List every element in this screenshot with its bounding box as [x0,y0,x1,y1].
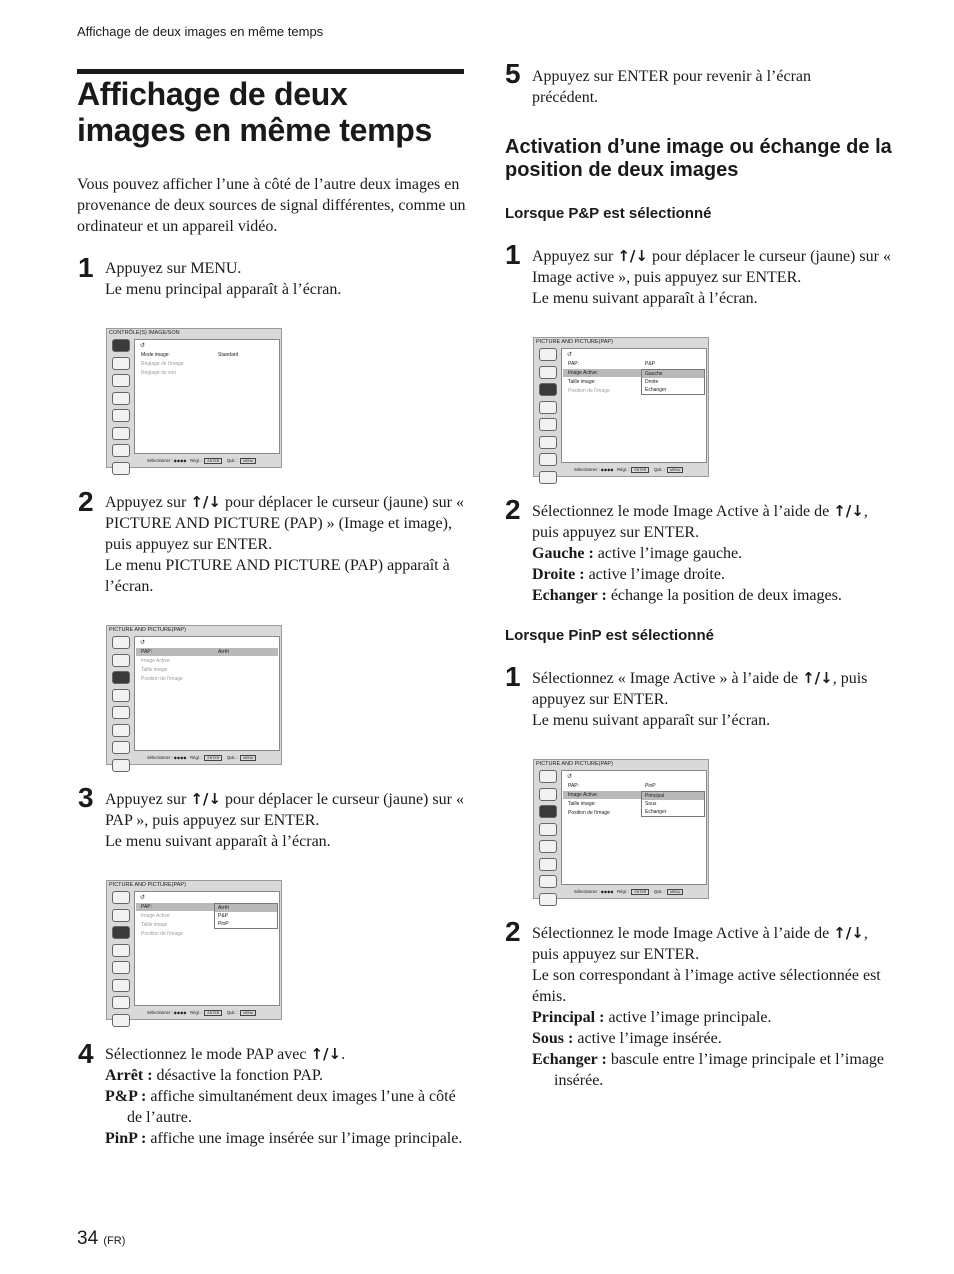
menu-row: Position de l'image [568,388,610,394]
screen-icon [112,654,130,667]
menu-row: Réglage du son [141,370,177,376]
return-icon: ↺ [140,640,146,646]
step-3-text: Appuyez sur ↑/↓ pour déplacer le curseur (jaune) sur « PAP », puis appuyez sur ENTER. Le menu suivant apparaît à l’écran. [105,790,464,850]
menu-title: PICTURE AND PICTURE(PAP) [536,339,613,345]
step-number: 5 [505,58,521,89]
options-icon [539,858,557,871]
setup-icon [539,840,557,853]
menu-icon-column [537,348,559,488]
menu-row: Taille image [141,922,168,928]
menu-screenshot-pinp-active [533,759,709,899]
up-down-arrow-icon: ↑/↓ [310,1045,342,1063]
step-1-line2: Le menu principal apparaît à l’écran. [105,281,342,298]
setup-icon [112,706,130,719]
options-icon [539,436,557,449]
up-down-arrow-icon: ↑/↓ [802,669,833,687]
setup-icon [112,409,130,422]
clock-icon [539,875,557,888]
settings-icon [539,401,557,414]
menu-title: PICTURE AND PICTURE(PAP) [109,627,186,633]
screen-icon [539,788,557,801]
menu-row: Taille image [141,667,168,673]
step-number: 3 [78,782,94,813]
picture-icon [112,339,130,352]
screen-icon [112,357,130,370]
step-number: 2 [78,486,94,517]
dropdown-option: Principal [642,792,704,800]
menu-icon-column [110,339,132,479]
return-icon: ↺ [140,343,146,349]
menu-screenshot-pap [106,625,282,765]
intro-paragraph: Vous pouvez afficher l’une à côté de l’autre deux images en provenance de deux sources de signal différentes, comme un ordinateur et un appareil vidéo. [77,176,466,235]
menu-panel [134,339,280,454]
menu-row: Position de l'image [568,810,610,816]
menu-title: CONTRÔLE(S) IMAGE/SON [109,330,180,336]
pap-icon [112,374,130,387]
menu-row: PAP: P&P [568,361,656,367]
menu-row: Mode image: Standard [141,352,239,358]
page-title [77,76,467,148]
clock-icon [112,996,130,1009]
step-number: 1 [505,661,521,692]
pp-step-2-text: Sélectionnez le mode Image Active à l’aide de ↑/↓, puis appuyez sur ENTER. Gauche : active l’image gauche. Droite : active l’image droite. Echanger : échange la position de deux images. [532,502,868,604]
menu-row: Position de l'image [141,931,183,937]
menu-row: Image Active [141,913,170,919]
step-2-text: Appuyez sur ↑/↓ pour déplacer le curseur (jaune) sur « PICTURE AND PICTURE (PAP) » (Image et image), puis appuyez sur ENTER. Le menu PICTURE AND PICTURE (PAP) apparaît à l’écran. [105,493,464,595]
screen-icon [112,909,130,922]
menu-icon-column [110,891,132,1031]
dropdown-option: Echanger [645,809,667,815]
menu-row: Image Active [141,658,170,664]
subheading-pinp: Lorsque PinP est sélectionné [505,627,714,644]
menu-title: PICTURE AND PICTURE(PAP) [109,882,186,888]
return-icon: ↺ [567,774,573,780]
menu-screenshot-pap-options [106,880,282,1020]
menu-row: PAP: Arrêt [136,648,278,656]
menu-panel [134,636,280,751]
running-head: Affichage de deux images en même temps [77,24,324,39]
step-number: 1 [78,252,94,283]
menu-row: Position de l'image [141,676,183,682]
language-icon [112,462,130,475]
dropdown-list [641,369,705,395]
menu-icon-column [110,636,132,776]
picture-icon [539,348,557,361]
step-number: 2 [505,494,521,525]
step-number: 1 [505,239,521,270]
pap-icon [112,671,130,684]
menu-row: Taille image: [568,801,596,807]
dropdown-option: Gauche [642,370,704,378]
clock-icon [112,741,130,754]
menu-screenshot-pp-active [533,337,709,477]
up-down-arrow-icon: ↑/↓ [833,502,864,520]
subheading-pp: Lorsque P&P est sélectionné [505,205,712,222]
menu-footer: Sélectionner : ◆◆◆◆ Régl. : ENTER Quit. : MENU [147,1010,257,1016]
menu-panel [134,891,280,1006]
menu-row: Image Active: [563,791,705,799]
menu-row: Réglage de l'image [141,361,184,367]
return-icon: ↺ [567,352,573,358]
menu-row: PAP: [136,903,278,911]
settings-icon [539,823,557,836]
step-number: 2 [505,916,521,947]
options-icon [112,724,130,737]
step-number: 4 [78,1038,94,1069]
title-line-1: Affichage de deux [77,76,348,112]
setup-icon [539,418,557,431]
language-icon [112,1014,130,1027]
menu-row: Image Active: [563,369,705,377]
dropdown-list [641,791,705,817]
step-1-text [105,258,465,300]
dropdown-option: PinP [218,921,229,927]
language-icon [112,759,130,772]
step-4-text: Sélectionnez le mode PAP avec ↑/↓. Arrêt : désactive la fonction PAP. P&P : affiche simultanément deux images l’une à côté de l’autre. PinP : affiche une image insérée sur l’image principale. [105,1045,463,1147]
pap-icon [539,805,557,818]
dropdown-option: Droite [645,379,659,385]
options-icon [112,427,130,440]
menu-title: PICTURE AND PICTURE(PAP) [536,761,613,767]
setup-icon [112,961,130,974]
language-icon [539,471,557,484]
pinp-step-1-text: Sélectionnez « Image Active » à l’aide de ↑/↓, puis appuyez sur ENTER. Le menu suivant apparaît sur l’écran. [532,669,868,729]
up-down-arrow-icon: ↑/↓ [190,493,221,511]
picture-icon [539,770,557,783]
title-rule [77,69,464,74]
dropdown-option: Sous [645,801,657,807]
up-down-arrow-icon: ↑/↓ [617,247,648,265]
menu-footer: Sélectionner : ◆◆◆◆ Régl. : ENTER Quit. : MENU [574,467,684,473]
menu-footer: Sélectionner : ◆◆◆◆ Régl. : ENTER Quit. : MENU [574,889,684,895]
dropdown-option: Arrêt [215,904,277,912]
step-5-text: Appuyez sur ENTER pour revenir à l’écran précédent. [532,68,811,106]
clock-icon [112,444,130,457]
picture-icon [112,636,130,649]
return-icon: ↺ [140,895,146,901]
menu-icon-column [537,770,559,910]
pp-step-1-text: Appuyez sur ↑/↓ pour déplacer le curseur (jaune) sur « Image active », puis appuyez sur ENTER. Le menu suivant apparaît à l’écran. [532,247,891,307]
settings-icon [112,944,130,957]
settings-icon [112,689,130,702]
menu-screenshot-controle [106,328,282,468]
menu-footer: Sélectionner : ◆◆◆◆ Régl. : ENTER Quit. : MENU [147,458,257,464]
menu-panel [561,770,707,885]
options-icon [112,979,130,992]
settings-icon [112,392,130,405]
up-down-arrow-icon: ↑/↓ [190,790,221,808]
step-1-line1: Appuyez sur MENU. [105,260,242,277]
pap-icon [112,926,130,939]
pap-icon [539,383,557,396]
screen-icon [539,366,557,379]
language-icon [539,893,557,906]
title-line-2: images en même temps [77,112,433,148]
menu-footer: Sélectionner : ◆◆◆◆ Régl. : ENTER Quit. : MENU [147,755,257,761]
section-heading: Activation d’une image ou échange de la position de deux images [505,136,892,181]
menu-row: Taille image: [568,379,596,385]
menu-row: PAP: PinP [568,783,656,789]
page-number: 34 (FR) [77,1228,126,1249]
menu-panel [561,348,707,463]
up-down-arrow-icon: ↑/↓ [833,924,864,942]
dropdown-option: Echanger [645,387,667,393]
clock-icon [539,453,557,466]
dropdown-list [214,903,278,929]
picture-icon [112,891,130,904]
pinp-step-2-text: Sélectionnez le mode Image Active à l’aide de ↑/↓, puis appuyez sur ENTER. Le son correspondant à l’image active sélectionnée est émis. Principal : active l’image principale. Sous : active l’image insérée. Echanger : bascule entre l’image principale et l’image insérée. [532,924,885,1089]
dropdown-option: P&P [218,913,229,919]
